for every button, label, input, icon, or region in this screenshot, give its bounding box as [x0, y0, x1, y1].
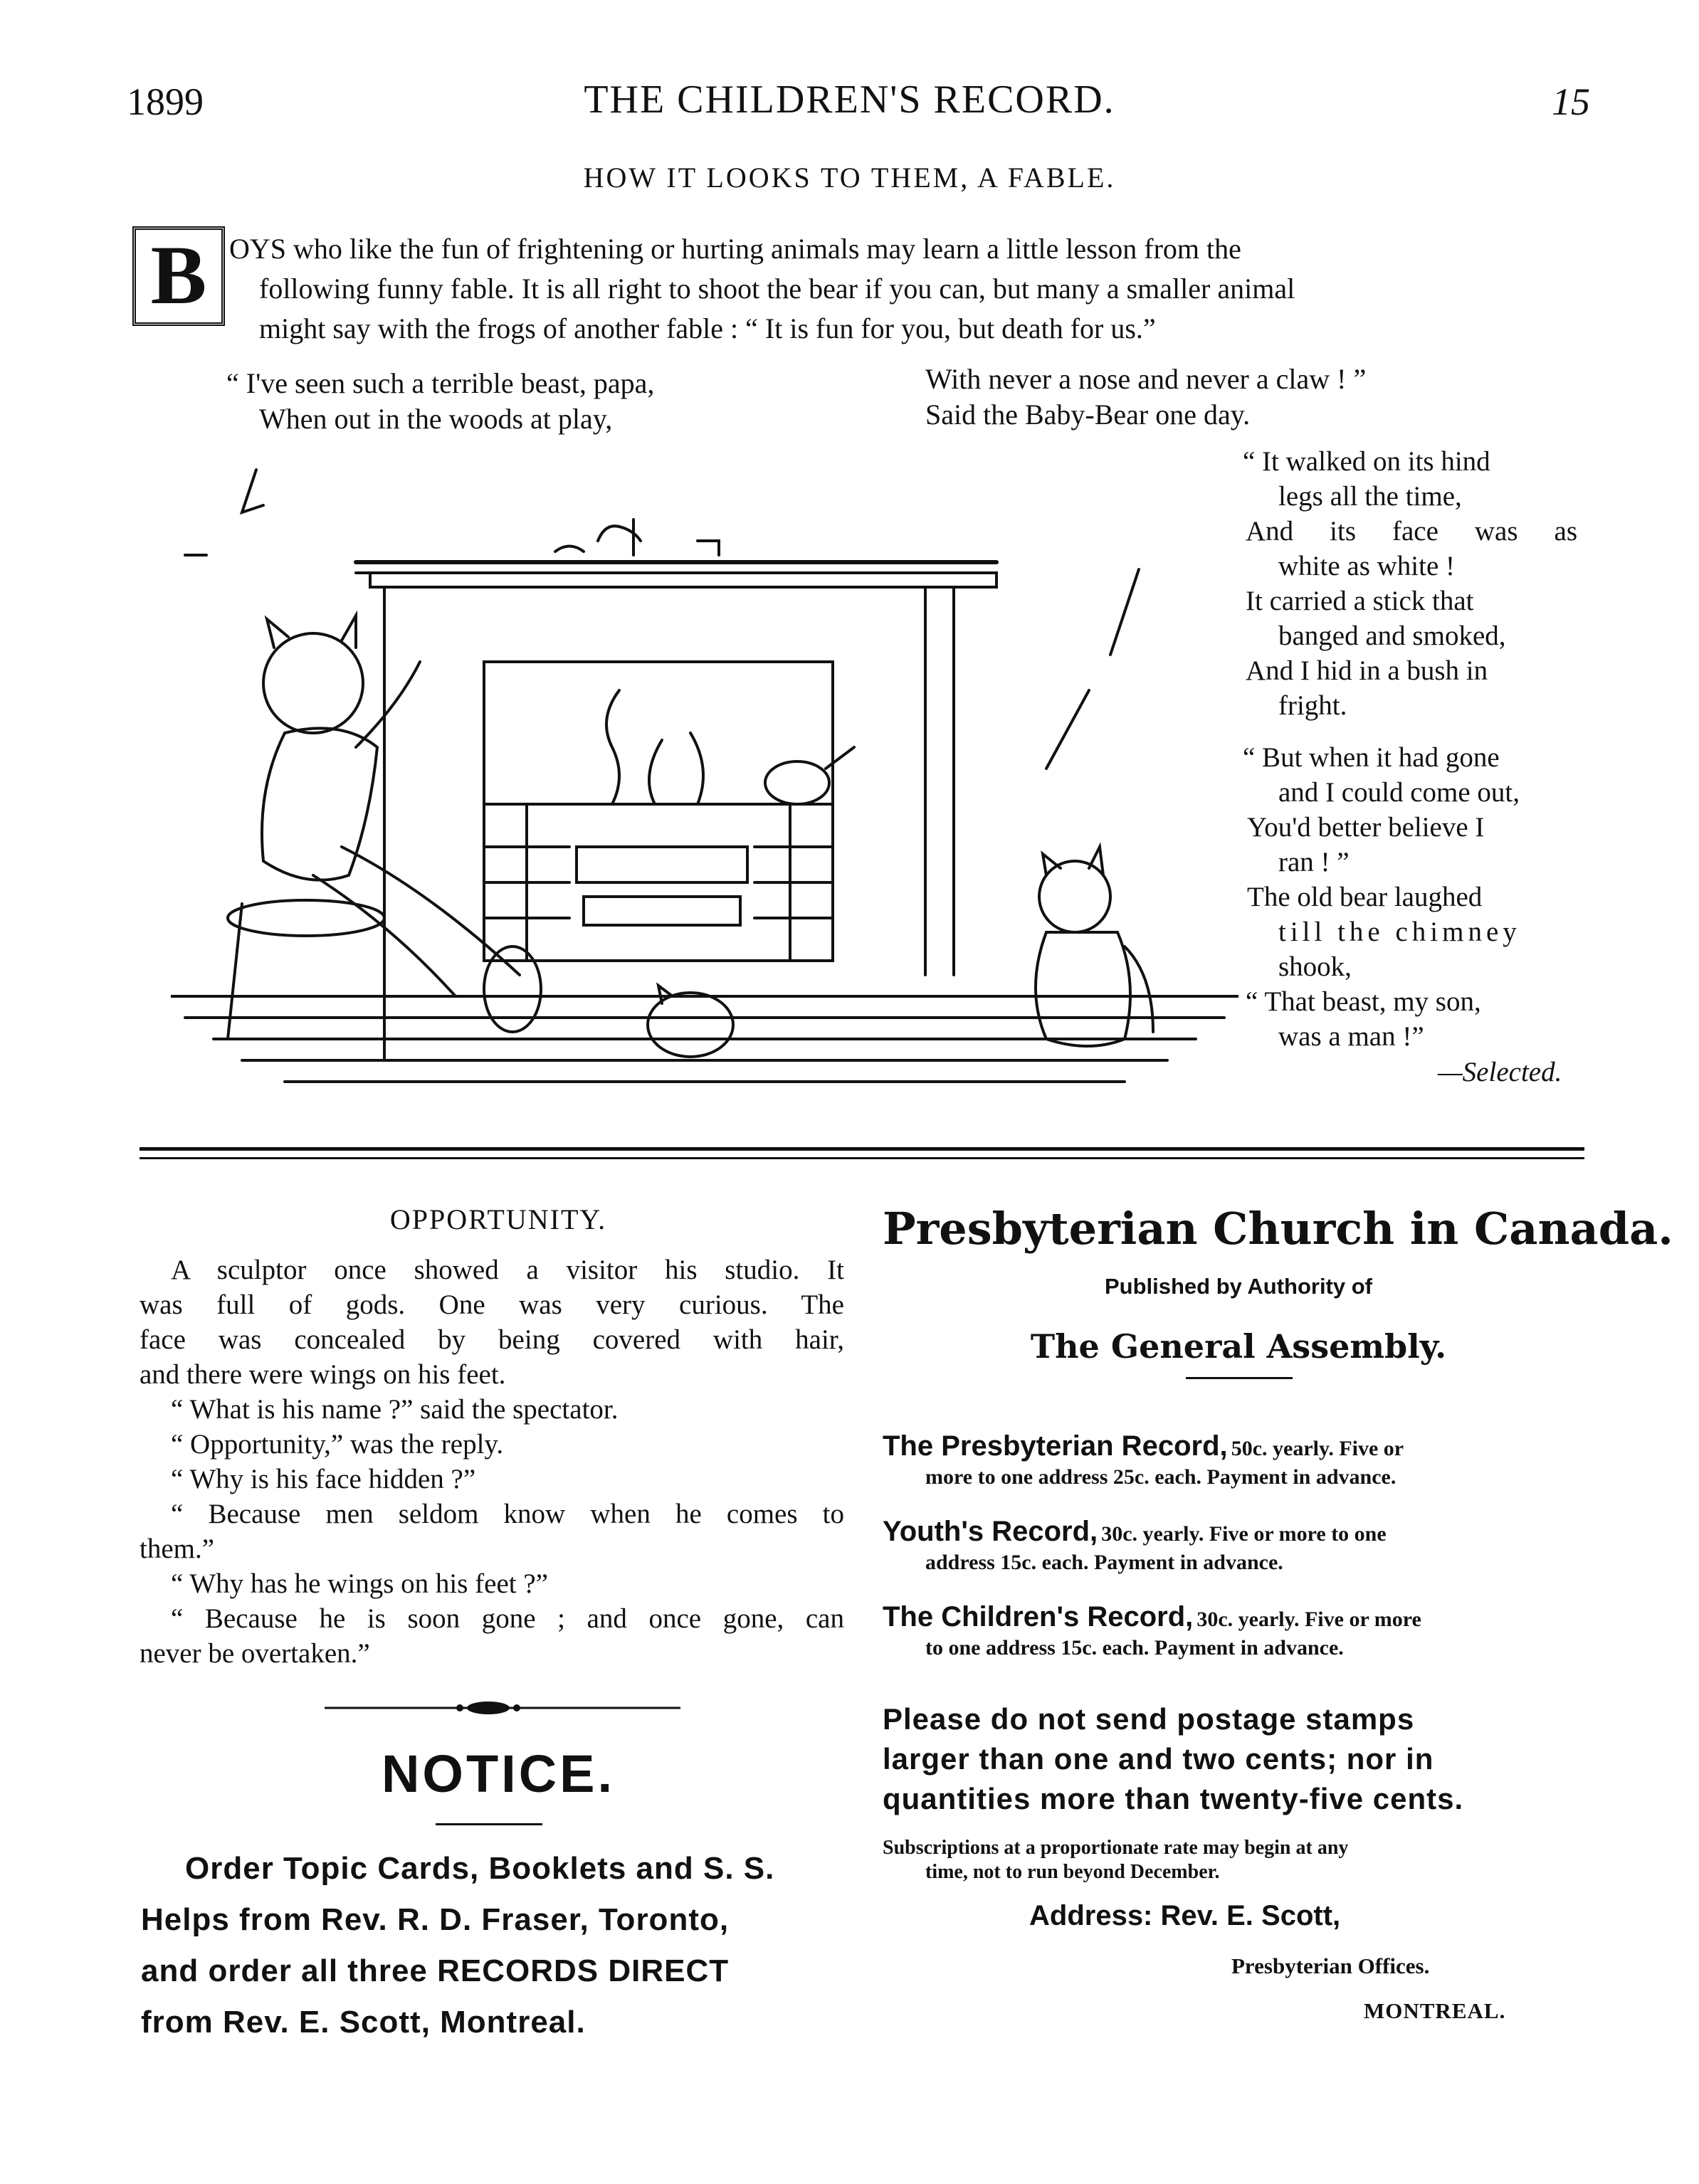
- record-name: The Presbyterian Record,: [883, 1430, 1228, 1462]
- record-name: Youth's Record,: [883, 1516, 1098, 1547]
- record-entry: [883, 1601, 1421, 1634]
- poem-right-line: white as white !: [1278, 551, 1456, 581]
- poem-right-line: And its face was as: [1246, 516, 1577, 547]
- record-name: The Children's Record,: [883, 1601, 1194, 1632]
- poem-right-line: till the chimney: [1278, 917, 1521, 947]
- address-city: MONTREAL.: [1364, 1998, 1506, 2023]
- opportunity-line: “ Because he is soon gone ; and once gone, can: [171, 1603, 844, 1634]
- poem-right-line: “ But when it had gone: [1243, 742, 1500, 773]
- poem-right-line: legs all the time,: [1278, 481, 1462, 512]
- intro-line-1: OYS who like the fun of frightening or hurting animals may learn a little lesson from the: [229, 233, 1241, 265]
- postage-line: Please do not send postage stamps: [883, 1702, 1415, 1736]
- opportunity-line: “ Why is his face hidden ?”: [171, 1464, 476, 1494]
- poem-right-line: It carried a stick that: [1246, 586, 1474, 616]
- intro-line-3: might say with the frogs of another fable : “ It is fun for you, but death for us.”: [259, 312, 1156, 344]
- bear-fireplace-illustration: [171, 448, 1238, 1110]
- opportunity-line: them.”: [140, 1534, 215, 1564]
- record-price: 30c. yearly. Five or more to one: [1101, 1522, 1387, 1546]
- poem-right-line: The old bear laughed: [1247, 882, 1483, 912]
- opportunity-line: “ What is his name ?” said the spectator.: [171, 1394, 619, 1425]
- intro-line-2: following funny fable. It is all right to shoot the bear if you can, but many a smaller animal: [259, 273, 1295, 305]
- opportunity-line: “ Opportunity,” was the reply.: [171, 1429, 504, 1460]
- subscriptions-line: Subscriptions at a proportionate rate may begin at any: [883, 1837, 1349, 1859]
- church-title: Presbyterian Church in Canada.: [883, 1203, 1673, 1255]
- postage-notice: [883, 1699, 1463, 1819]
- opportunity-line: and there were wings on his feet.: [140, 1359, 506, 1390]
- notice-line: from Rev. E. Scott, Montreal.: [141, 2005, 586, 2040]
- opportunity-title: OPPORTUNITY.: [389, 1203, 607, 1235]
- section-divider: [140, 1147, 1584, 1151]
- record-entry: [883, 1516, 1387, 1549]
- opportunity-line: “ Because men seldom know when he comes to: [171, 1499, 844, 1529]
- poem-right-line: “ It walked on its hind: [1243, 446, 1490, 477]
- poem-left-line-1: “ I've seen such a terrible beast, papa,: [226, 367, 655, 399]
- published-by: Published by Authority of: [1104, 1274, 1372, 1299]
- record-terms: to one address 15c. each. Payment in advance.: [925, 1636, 1344, 1660]
- address-line: Address: Rev. E. Scott,: [1029, 1900, 1341, 1931]
- opportunity-line: A sculptor once showed a visitor his studio. It: [171, 1255, 844, 1285]
- record-price: 50c. yearly. Five or: [1231, 1437, 1404, 1460]
- opportunity-line: was full of gods. One was very curious. The: [140, 1289, 844, 1320]
- record-entry: [883, 1430, 1404, 1463]
- poem-right-line: And I hid in a bush in: [1246, 655, 1488, 686]
- record-terms: more to one address 25c. each. Payment in advance.: [925, 1465, 1396, 1489]
- opportunity-line: “ Why has he wings on his feet ?”: [171, 1568, 548, 1599]
- record-price: 30c. yearly. Five or more: [1196, 1608, 1421, 1631]
- section-divider: [140, 1157, 1584, 1159]
- general-assembly: The General Assembly.: [1030, 1327, 1447, 1366]
- poem-right-line: was a man !”: [1278, 1021, 1424, 1052]
- poem-right-line: You'd better believe I: [1247, 812, 1485, 843]
- drop-cap: B: [132, 226, 225, 326]
- poem-right-line: “ That beast, my son,: [1246, 986, 1481, 1017]
- subscriptions-line: time, not to run beyond December.: [925, 1861, 1220, 1883]
- notice-underline: [436, 1823, 542, 1825]
- poem-right-line: ran ! ”: [1278, 847, 1350, 877]
- page-number: 15: [1552, 80, 1590, 123]
- notice-line: and order all three RECORDS DIRECT: [141, 1953, 730, 1988]
- poem-credit: —Selected.: [1438, 1057, 1562, 1087]
- fable-title: HOW IT LOOKS TO THEM, A FABLE.: [583, 162, 1116, 194]
- postage-line: larger than one and two cents; nor in: [883, 1742, 1434, 1776]
- ornament-divider: [325, 1697, 680, 1719]
- address-offices: Presbyterian Offices.: [1231, 1953, 1430, 1978]
- masthead-title: THE CHILDREN'S RECORD.: [584, 78, 1115, 122]
- poem-right-line: fright.: [1278, 690, 1347, 721]
- notice-title: NOTICE.: [381, 1744, 616, 1803]
- subscriptions-note: [883, 1836, 1348, 1884]
- poem-right-line: banged and smoked,: [1278, 621, 1506, 651]
- poem-mid-line-2: Said the Baby-Bear one day.: [925, 399, 1251, 431]
- notice-line: Order Topic Cards, Booklets and S. S.: [185, 1851, 775, 1886]
- opportunity-line: never be overtaken.”: [140, 1638, 370, 1669]
- ad-divider: [1186, 1377, 1293, 1379]
- poem-right-line: shook,: [1278, 951, 1352, 982]
- poem-right-line: and I could come out,: [1278, 777, 1520, 808]
- record-terms: address 15c. each. Payment in advance.: [925, 1551, 1283, 1574]
- opportunity-line: face was concealed by being covered with hair,: [140, 1324, 844, 1355]
- postage-line: quantities more than twenty-five cents.: [883, 1782, 1464, 1815]
- poem-left-line-2: When out in the woods at play,: [259, 403, 613, 435]
- page-year: 1899: [127, 80, 204, 123]
- notice-line: Helps from Rev. R. D. Fraser, Toronto,: [141, 1902, 730, 1937]
- poem-mid-line-1: With never a nose and never a claw ! ”: [925, 363, 1367, 395]
